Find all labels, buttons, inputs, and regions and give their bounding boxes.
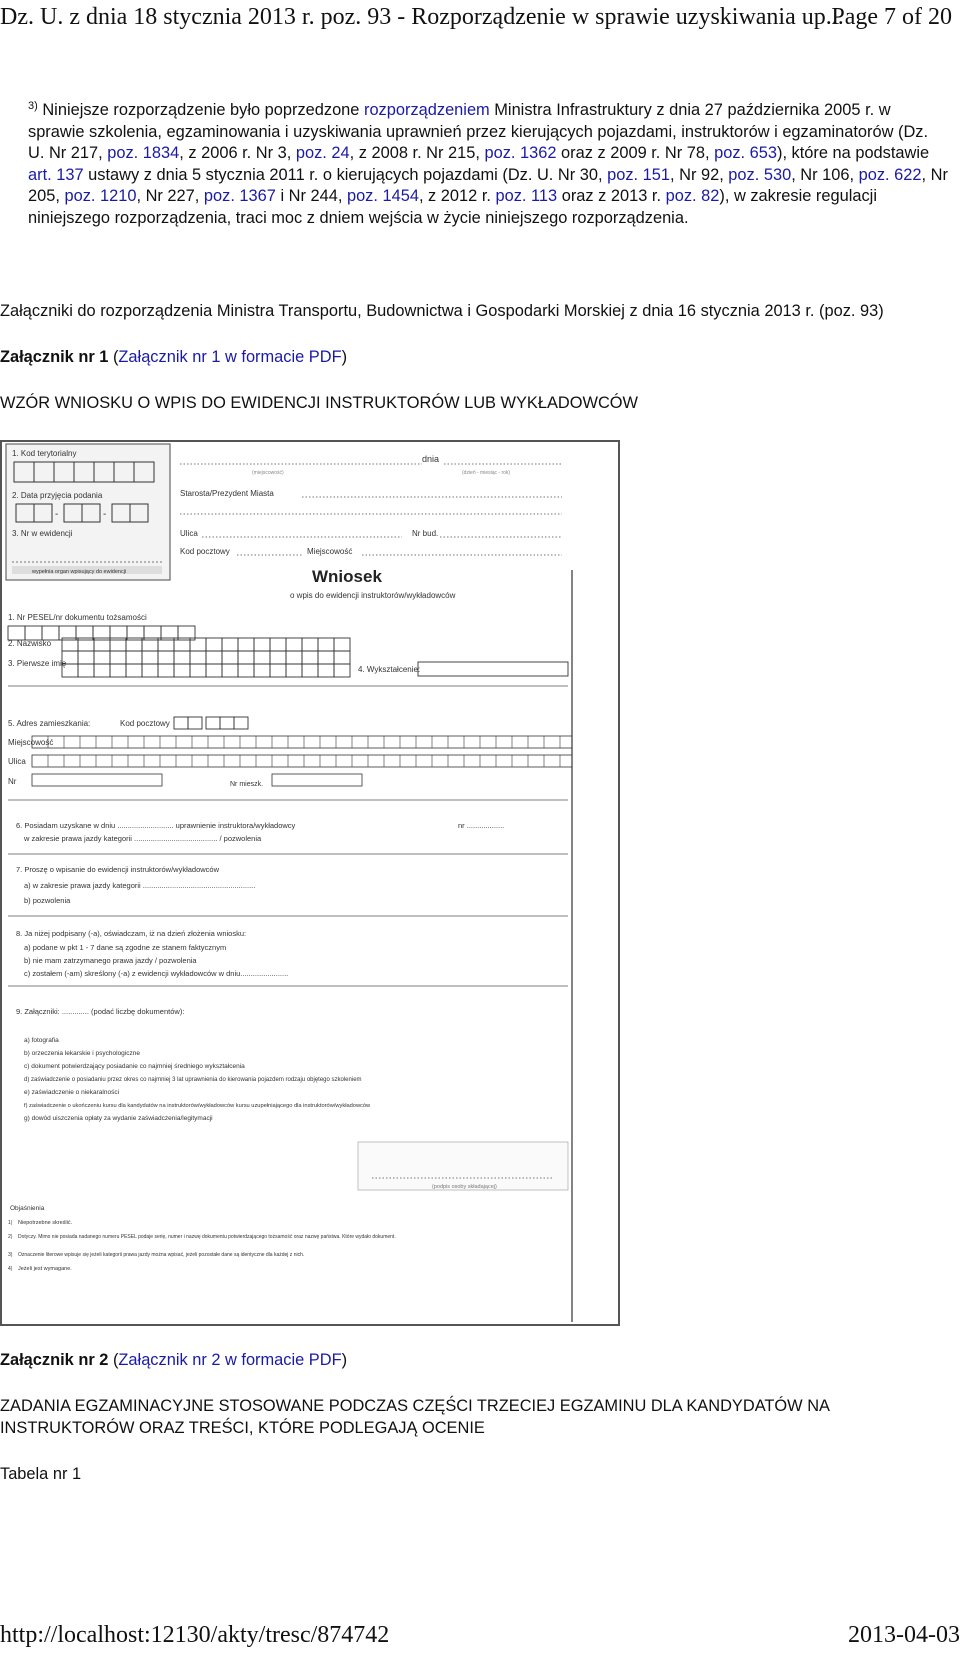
form-stamp-note: wypełnia organ wpisujący do ewidencji <box>32 569 127 575</box>
page-number: Page 7 of 20 <box>831 4 952 30</box>
form-ulica: Ulica <box>180 529 198 538</box>
footer-url: http://localhost:12130/akty/tresc/874742 <box>0 1622 390 1648</box>
form-q5-nr: Nr <box>8 777 17 786</box>
footnote-text: , Nr 106, <box>791 165 859 184</box>
attachments-intro: Załączniki do rozporządzenia Ministra Transportu, Budownictwa i Gospodarki Morskiej z dnia 16 stycznia 2013 r. (poz. 93) <box>0 302 884 320</box>
form-q6-line1: 6. Posiadam uzyskane w dniu ........................... uprawnienie instruktora/wykładowcy <box>16 821 296 830</box>
form-q7: 7. Proszę o wpisanie do ewidencji instruktorów/wykładowców <box>16 865 220 874</box>
form-q8b: b) nie mam zatrzymanego prawa jazdy / pozwolenia <box>24 956 197 965</box>
footnote-text: ustawy z dnia 5 stycznia 2011 r. o kierujących pojazdami (Dz. U. Nr 30, <box>83 165 608 184</box>
form-expl-4: Jeżeli jest wymagane. <box>18 1266 72 1272</box>
link-poz-24[interactable]: poz. 24 <box>295 144 350 163</box>
form-expl-3: Oznaczenie literowe wpisuje się jeżeli kategorii prawa jazdy można wpisać, jeżeli pozostałe dane są identyczne dla każdej z nich. <box>18 1252 305 1258</box>
attachment-2-line <box>0 1350 920 1372</box>
form-q2-nazwisko: 2. Nazwisko <box>8 639 52 648</box>
paren: ) <box>341 348 348 366</box>
form-q6-nr: nr .................. <box>458 821 505 830</box>
page-footer <box>0 1622 960 1652</box>
form-q4-wyksztalcenie: 4. Wykształcenie: <box>358 665 421 674</box>
form-field-kod-terytorialny: 1. Kod terytorialny <box>12 449 77 458</box>
footnote-text: , z 2012 r. <box>418 187 496 206</box>
footnote-text: , z 2008 r. Nr 215, <box>349 144 485 163</box>
form-q7a: a) w zakresie prawa jazdy kategorii ...................................................... <box>24 881 256 890</box>
link-poz-1834[interactable]: poz. 1834 <box>107 144 180 163</box>
form-dnia: dnia <box>422 454 440 464</box>
form-data-hint: (dzień - miesiąc - rok) <box>462 470 511 476</box>
footnote-text: , Nr 92, <box>670 165 729 184</box>
footnote-text: oraz z 2009 r. Nr 78, <box>556 144 715 163</box>
footnote-text: , Nr 227, <box>136 187 204 206</box>
link-poz-622[interactable]: poz. 622 <box>858 165 922 184</box>
form-field-data-przyjecia: 2. Data przyjęcia podania <box>12 491 103 500</box>
attachment-2-heading: ZADANIA EGZAMINACYJNE STOSOWANE PODCZAS CZĘŚCI TRZECIEJ EGZAMINU DLA KANDYDATÓW NA INSTRUKTORÓW ORAZ TREŚCI, KTÓRE PODLEGAJĄ OCENIE <box>0 1397 830 1437</box>
form-q3-imie: 3. Pierwsze imię <box>8 659 67 668</box>
footnote-text: Niniejsze rozporządzenie było poprzedzone <box>42 101 364 119</box>
form-explanations-title: Objaśnienia <box>10 1205 45 1212</box>
application-form-image <box>0 440 620 1326</box>
footnote-marker: 3) <box>28 100 38 112</box>
attachment-1-label: Załącznik nr 1 <box>0 348 109 366</box>
paren: ) <box>341 1351 348 1369</box>
footer-date: 2013-04-03 <box>848 1622 960 1648</box>
form-q9: 9. Załączniki: ............. (podać liczbę dokumentów): <box>16 1007 185 1016</box>
form-kod-pocztowy: Kod pocztowy <box>180 547 230 556</box>
svg-text:4): 4) <box>8 1266 13 1272</box>
svg-text:2): 2) <box>8 1234 13 1240</box>
svg-text:-: - <box>55 509 59 520</box>
form-field-nr-ewidencji: 3. Nr w ewidencji <box>12 529 73 538</box>
form-q1-pesel: 1. Nr PESEL/nr dokumentu tożsamości <box>8 613 147 622</box>
form-q5-nr-mieszk: Nr mieszk. <box>230 781 264 788</box>
attachment-1-pdf-link[interactable]: Załącznik nr 1 w formacie PDF <box>118 348 342 366</box>
form-q9e: e) zaświadczenie o niekaralności <box>24 1089 120 1096</box>
document-title: Dz. U. z dnia 18 stycznia 2013 r. poz. 93 - Rozporządzenie w sprawie uzyskiwania up... <box>0 4 844 30</box>
form-wniosek-subtitle: o wpis do ewidencji instruktorów/wykładowców <box>290 591 456 600</box>
form-miejscowosc-hint: (miejscowość) <box>252 470 284 476</box>
link-poz-1362[interactable]: poz. 1362 <box>484 144 557 163</box>
attachment-2-label: Załącznik nr 2 <box>0 1351 109 1369</box>
footnote-text: , Nr 205, <box>28 165 948 206</box>
footnote-text: ), które na podstawie <box>776 144 930 163</box>
form-q5-miejscowosc: Miejscowość <box>8 738 54 747</box>
form-expl-1: Niepotrzebne skreślić. <box>18 1220 73 1226</box>
form-starosta: Starosta/Prezydent Miasta <box>180 489 274 498</box>
link-poz-1454[interactable]: poz. 1454 <box>346 187 419 206</box>
footnote-text: Ministra Infrastruktury z dnia 27 października 2005 r. w sprawie szkolenia, egzaminowania i uzyskiwania uprawnień przez kierujących pojazdami, instruktorów i egzaminatorów (Dz. U. Nr 217, <box>28 101 929 163</box>
footnote-text: , z 2006 r. Nr 3, <box>179 144 296 163</box>
link-poz-653[interactable]: poz. 653 <box>714 144 777 163</box>
page-header <box>0 0 960 40</box>
form-q9c: c) dokument potwierdzający posiadanie co najmniej średniego wykształcenia <box>24 1063 245 1070</box>
footnote-text: oraz z 2013 r. <box>557 187 666 206</box>
link-poz-151[interactable]: poz. 151 <box>607 165 670 184</box>
form-q8: 8. Ja niżej podpisany (-a), oświadczam, iż na dzień złożenia wniosku: <box>16 929 247 938</box>
link-rozporzadzenie[interactable]: rozporządzeniem <box>363 101 490 119</box>
form-q6-line2: w zakresie prawa jazdy kategorii ........................................ / pozwolenia <box>24 834 262 843</box>
form-expl-2: Dotyczy. Mimo nie posiada nadanego numeru PESEL podaje serię, numer i nazwę dokumentu potwierdzającego tożsamość oraz nazwę państwa. Które wydało dokument. <box>18 1234 396 1240</box>
table-1-label: Tabela nr 1 <box>0 1465 82 1483</box>
link-poz-82[interactable]: poz. 82 <box>665 187 720 206</box>
link-art-137[interactable]: art. 137 <box>28 165 84 184</box>
footnote-3 <box>28 100 948 230</box>
form-signature-hint: (podpis osoby składającej) <box>432 1184 497 1190</box>
link-poz-530[interactable]: poz. 530 <box>728 165 792 184</box>
svg-text:3): 3) <box>8 1252 13 1258</box>
form-q8a: a) podane w pkt 1 - 7 dane są zgodne ze stanem faktycznym <box>24 943 227 952</box>
attachment-1-heading: WZÓR WNIOSKU O WPIS DO EWIDENCJI INSTRUKTORÓW LUB WYKŁADOWCÓW <box>0 394 639 412</box>
form-q9f: f) zaświadczenie o ukończeniu kursu dla kandydatów na instruktorów/wykładowców kursu uzupełniającego dla instruktorów/wykładowców <box>24 1103 371 1109</box>
footnote-text: ), w zakresie regulacji niniejszego rozporządzenia, traci moc z dniem wejścia w życie niniejszego rozporządzenia. <box>28 187 877 227</box>
form-q5-ulica: Ulica <box>8 757 26 766</box>
link-poz-1367[interactable]: poz. 1367 <box>203 187 276 206</box>
svg-text:-: - <box>103 509 107 520</box>
paren: ( <box>108 348 119 366</box>
footnote-text: i Nr 244, <box>275 187 347 206</box>
form-wniosek-title: Wniosek <box>312 567 382 586</box>
attachment-2-pdf-link[interactable]: Załącznik nr 2 w formacie PDF <box>118 1351 342 1369</box>
form-miejscowosc: Miejscowość <box>307 547 353 556</box>
form-nr-bud: Nr bud. <box>412 529 439 538</box>
attachment-1-line <box>0 347 920 369</box>
form-q5-kod: Kod pocztowy <box>120 719 170 728</box>
form-q9d: d) zaświadczenie o posiadaniu przez okres co najmniej 3 lat uprawnienia do kierowania pojazdem rodzaju objętego szkoleniem <box>24 1077 362 1083</box>
form-q8c: c) zostałem (-am) skreślony (-a) z ewidencji wykładowców w dniu....................... <box>24 969 289 978</box>
link-poz-1210[interactable]: poz. 1210 <box>64 187 137 206</box>
svg-text:1): 1) <box>8 1220 13 1226</box>
form-q9g: g) dowód uiszczenia opłaty za wydanie zaświadczenia/legitymacji <box>24 1115 213 1122</box>
form-q9a: a) fotografia <box>24 1037 59 1044</box>
paren: ( <box>108 1351 119 1369</box>
form-q7b: b) pozwolenia <box>24 896 71 905</box>
form-q9b: b) orzeczenia lekarskie i psychologiczne <box>24 1050 140 1057</box>
link-poz-113[interactable]: poz. 113 <box>495 187 558 206</box>
form-q5-adres: 5. Adres zamieszkania: <box>8 719 91 728</box>
